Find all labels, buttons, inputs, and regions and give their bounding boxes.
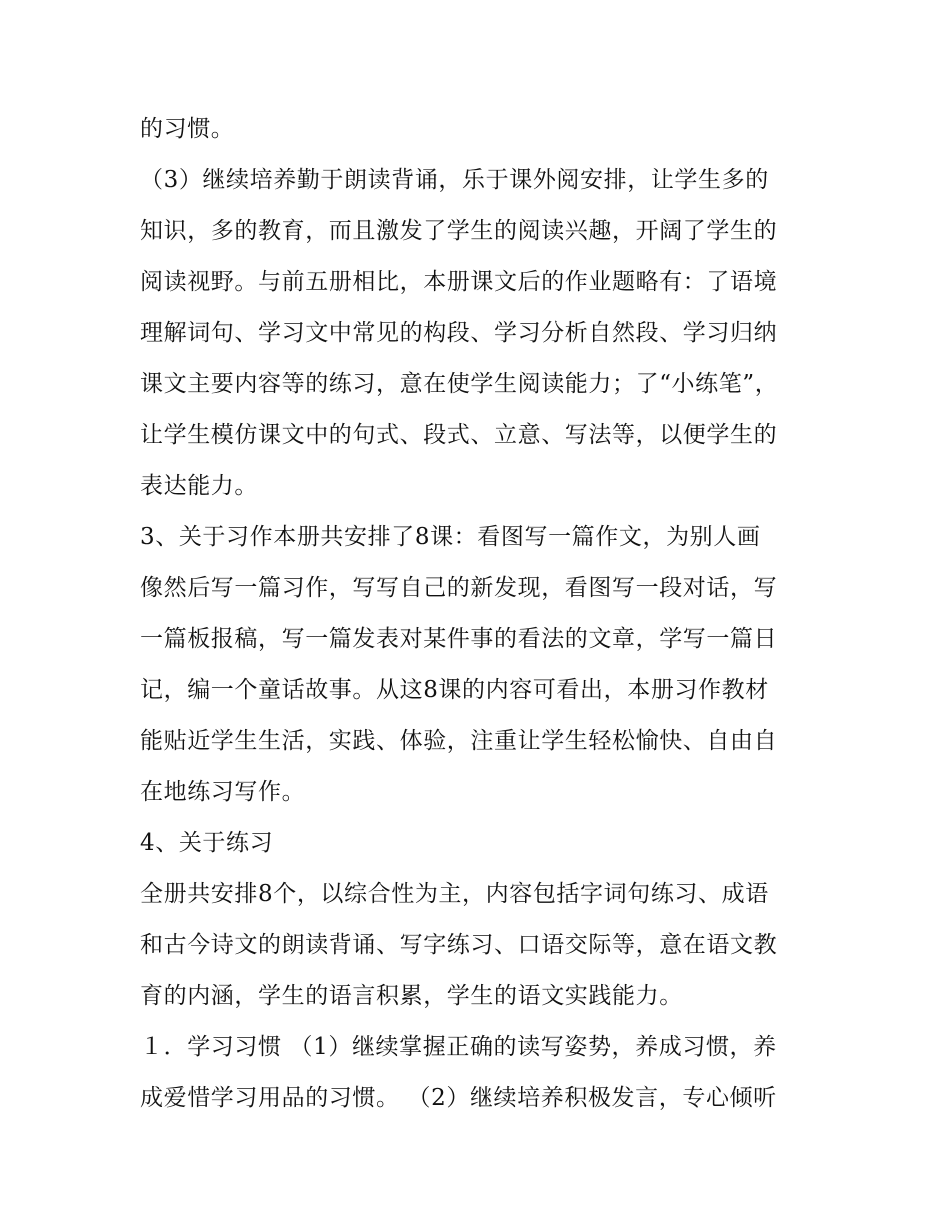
text-line: 一篇板报稿，写一篇发表对某件事的看法的文章，学写一篇日 bbox=[140, 626, 778, 652]
text-line: 全册共安排8个，以综合性为主，内容包括字词句练习、成语 bbox=[140, 881, 769, 907]
text-line: 在地练习写作。 bbox=[140, 779, 306, 805]
text-line: 知识，多的教育，而且激发了学生的阅读兴趣，开阔了学生的 bbox=[140, 218, 778, 244]
text-line: 像然后写一篇习作，写写自己的新发现，看图写一段对话，写 bbox=[140, 575, 778, 601]
text-line: 课文主要内容等的练习，意在使学生阅读能力；了“小练笔”， bbox=[140, 371, 779, 397]
text-line: 表达能力。 bbox=[140, 473, 258, 499]
text-line: （3）继续培养勤于朗读背诵，乐于课外阅安排，让学生多的 bbox=[140, 167, 769, 193]
text-line: 能贴近学生生活，实践、体验，注重让学生轻松愉快、自由自 bbox=[140, 728, 778, 754]
text-line: 育的内涵，学生的语言积累，学生的语文实践能力。 bbox=[140, 983, 683, 1009]
text-line: 成爱惜学习用品的习惯。 （2）继续培养积极发言，专心倾听 bbox=[140, 1085, 777, 1111]
text-line: 的习惯。 bbox=[140, 116, 235, 142]
text-line: 和古今诗文的朗读背诵、写字练习、口语交际等，意在语文教 bbox=[140, 932, 778, 958]
text-line: １．学习习惯 （1）继续掌握正确的读写姿势，养成习惯，养 bbox=[140, 1034, 777, 1060]
text-line: 理解词句、学习文中常见的构段、学习分析自然段、学习归纳 bbox=[140, 320, 778, 346]
text-line: 阅读视野。与前五册相比，本册课文后的作业题略有：了语境 bbox=[140, 269, 778, 295]
text-line: 让学生模仿课文中的句式、段式、立意、写法等，以便学生的 bbox=[140, 422, 778, 448]
text-line: 记，编一个童话故事。从这8课的内容可看出，本册习作教材 bbox=[140, 677, 769, 703]
text-line: 4、关于练习 bbox=[140, 830, 274, 856]
text-line: 3、关于习作本册共安排了8课：看图写一篇作文，为别人画 bbox=[140, 524, 761, 550]
